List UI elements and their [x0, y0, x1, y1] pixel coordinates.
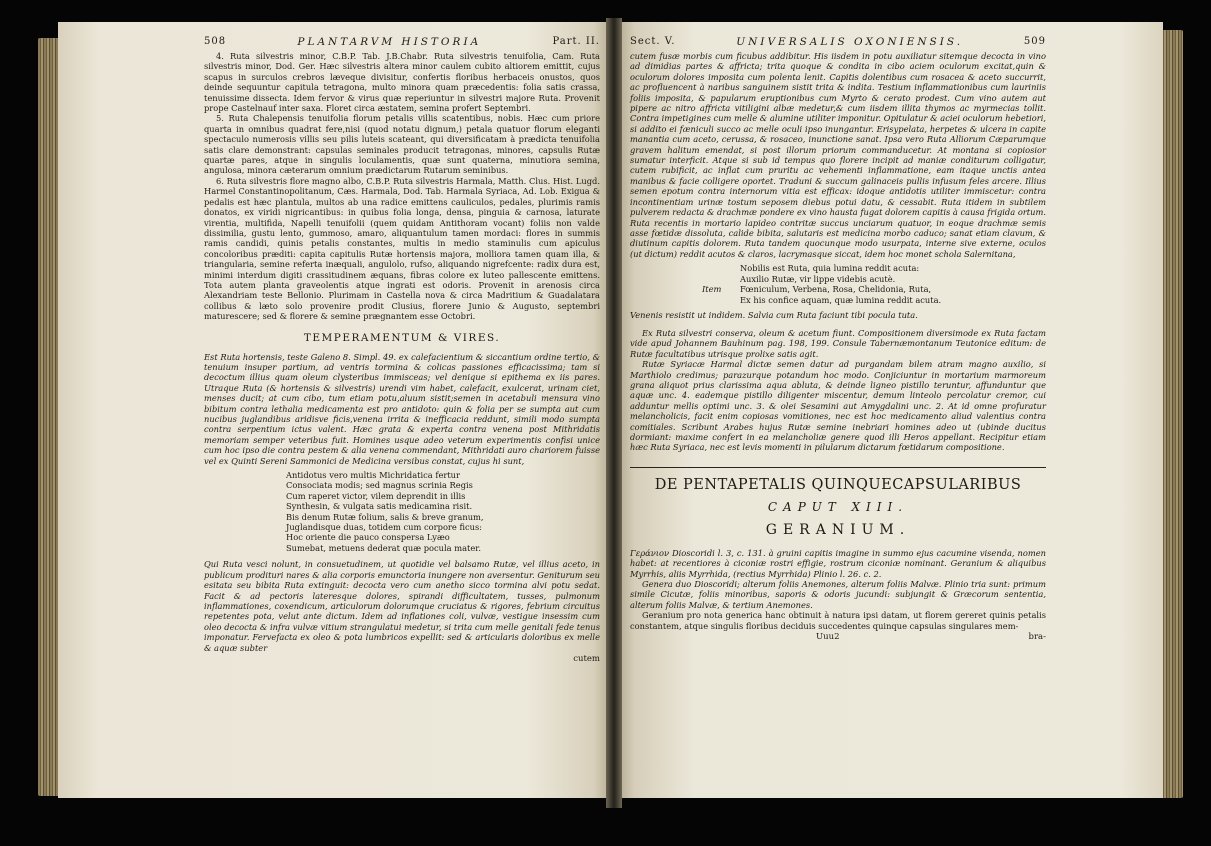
left-page-edges — [38, 38, 60, 796]
verse-serenus — [286, 470, 600, 553]
verse-line: Ex his confice aquam, quæ lumina reddit acuta. — [740, 294, 942, 305]
left-catchword: cutem — [573, 653, 600, 664]
verse-row — [702, 284, 1046, 295]
para-ruta-6: 6. Ruta silvestris flore magno albo, C.B.P. Ruta silvestris Harmala, Matth. Clus. Hist. Lugd. Harmel Constantinopolitanum, Cæs. Harmala, Dod. Tab. Harmala Syriaca, Ad. Lob. Exigua & pedalis est hæc plantula, multos ab una radice emittens cauliculos, pedales, plurimis ramis donatos, ex viridi nigricantibus: in quibus folia longa, densa, pinguia & carnosa, laturate virentia, multifida, Napelli tenuifolii (quem quidam Antithoram vocant) foliis non valde dissimilia, gustu lento, gummoso, amaro, aliquantulum tamen mordaci: flores in summis ramis candidi, quinis petalis constantes, multis in medio staminulis cum apiculus concoloribus præditi: capita capitulis Rutæ hortensis majora, molliora tamen quam illa, & triangularia, semine referta inæquali, angulolo, rufso, aliquando nigrefcente: radix dura est, minimi interdum digiti crassitudinem æquans, fibras colore ex luteo pallescente emittens. Tota autem planta graveolentis atque ingrati est odoris. Provenit in arenosis circa Alexandriam teste Bellonio. Plurimam in Castella nova & circa Madritium & Guadalatara collibus & læto solo provenire prodit Clusius, florere Junio & Augusto, septembri maturescere; sed & florere & semine prægnantem esse Octobri. — [204, 175, 600, 322]
right-para-2: Ex Ruta silvestri conserva, oleum & acetum fiunt. Compositionem diversimode ex Ruta factam vide apud Johannem Bauhinum pag. 198, 199. Consule Tabernæmontanum Teutonice editum: de Rutæ facultatibus utrisque prolixe satis agit. — [630, 327, 1046, 359]
para-ruta-4: 4. Ruta silvestris minor, C.B.P. Tab. J.B.Chabr. Ruta silvestris tenuifolia, Cam. Ruta silvestris minor, Dod. Ger. Hæc silvestris altera minor caulem cubito altiorem emittit, cujus scapus in surculos crebros læveque divisitur, confertis floribus herbaceis onustos, quos deinde sequuntur capitula tetragona, multo minora quam præcedentis: folia satis crassa, tenuissime dissecta. Idem fervor & virus quæ reperiuntur in silvestri majore Ruta. Provenit prope Castelnauf inter saxa. Floret circa æstatem, semina profert Septembri. — [204, 51, 600, 114]
left-part: Part. II. — [552, 36, 600, 47]
chapter-rule — [630, 467, 1046, 468]
caput-label: CAPUT XIII. — [767, 499, 909, 514]
verse-line: Fœniculum, Verbena, Rosa, Chelidonia, Ruta, — [740, 284, 932, 295]
verse-line: Sumebat, metuens dederat quæ pocula mater. — [286, 542, 481, 553]
verse-line: Bis denum Rutæ folium, salis & breve granum, — [286, 511, 484, 522]
verse-line: Antidotus vero multis Michridatica fertur — [286, 470, 460, 481]
final-paragraph: Qui Ruta vesci nolunt, in consuetudinem, ut quotidie vel balsamo Rutæ, vel illius aceto, in publicum prodituri nares & alia corporis emunctoria inungere non aversentur. Geniturum seu esitata seu bibita Ruta extinguit: decocta vero cum anetho sicco tormina alvi potu sedat. Facit & ad pectoris lateresque dolores, spirandi difficultatem, tusses, pulmonum inflammationes, coxendicum, articulorum dolorumque cruciatus & rigores, febrium circuitus repetentes pota, velut ante dictum. Idem ad inflationes coli, vulvæ, vestigue insessim cum oleo decocta & infra vulvæ vitium strangulatui medetur, si trita cum melle genitali fede tenus imponatur. Fervefacta ex oleo & pota lumbricos expellit: sed & articularis doloribus ex melle & aquæ subter — [204, 559, 600, 653]
para-ruta-5: 5. Ruta Chalepensis tenuifolia florum petalis villis scatentibus, nobis. Hæc cum priore quarta in omnibus quadrat fere,nisi (quod notatu dignum,) petala quatuor florum eleganti spectaculo numerosis villis seu pilis luteis scateant, qui diversificatam à prædicta tenuifolia satis clare demonstrant: capsulas seminales producit tetragonas, minores, capsulis Rutæ quartæ pares, atque in singulis loculamentis, quæ sunt quaterna, minutiora semina, angulosa, minora cæterarum omnium prædictarum Rutarum seminibus. — [204, 113, 600, 176]
chapter-heading: DE PENTAPETALIS QUINQUECAPSULARIBUS — [654, 476, 1022, 493]
verse-line: Nobilis est Ruta, quia lumina reddit acuta: — [740, 263, 920, 274]
verse-line: Hoc oriente die pauco conspersa Lyæo — [286, 532, 450, 543]
right-page-edges — [1161, 30, 1183, 798]
right-para-3: Rutæ Syriacæ Harmal dictæ semen datur ad purgandam bilem atram magno auxilio, si Marthiolo credimus; parazurque potandum hoc modo. Conjiciuntur in mortarium marmoreum grana aliquot prius clarissima aqua abluta, & deinde ligneo pistillo teruntur, affunduntur que aquæ unc. 4. eademque pistillo diligenter miscentur, demum linteolo percolatur cremor, cui adduntur mellis optimi unc. 3. & olei Sesamini aut Amygdalini unc. 2. At id omne profuratur melancholicis, facit enim copiosas vomitiones, nec est hoc medicamento aliud valentius contra comitiales. Scribunt Arabes hujus Rutæ semine inebriari homines adeo ut (ubinde ducitus dormiant: maxime confert in ea melancholiæ genere quod illi Heros appellant. Recipitur etiam hæc Ruta Syriaca, nec est levis momenti in pilularum dictarum fœtidarum compositione. — [630, 359, 1046, 453]
left-running-title: PLANTARVM HISTORIA — [297, 36, 482, 48]
signature-mark: Uuu2 — [816, 632, 840, 643]
left-running-head — [204, 36, 600, 48]
left-page — [58, 22, 610, 798]
genus-title: GERANIUM. — [765, 521, 911, 538]
verse-label — [702, 274, 740, 285]
verse-line: Juglandisque duas, totidem cum corpore ficus: — [286, 522, 483, 533]
verse-salernitana — [702, 263, 1046, 305]
geranium-para-2: Genera duo Dioscoridi; alterum foliis Anemones, alterum foliis Malvæ. Plinio tria sunt: primum simile Cicutæ, foliis minoribus, saporis & odoris jucundi: subjungit & Græcorum sententia, alterum foliis Malvæ, & tertium Anemones. — [630, 579, 1046, 610]
verse-label — [702, 263, 740, 274]
verse-row — [740, 295, 1046, 306]
section-title: TEMPERAMENTUM & VIRES. — [303, 331, 501, 344]
right-page — [618, 22, 1163, 798]
vires-paragraph: Est Ruta hortensis, teste Galeno 8. Simpl. 49. ex calefacientium & siccantium ordine tertio, & tenuium insuper partium, ad ventris tormina & colicas passiones efficacissima; tam si decoctum illius quam oleum clysteribus immisceas; vel denique si epithema ex iis pares. Utraque Ruta (& hortensis & silvestris) urendi vim habet, calefacit, exulcerat, urinam ciet, menses ducit; at cum cibo, tum etiam potu,aluum sistit;semen in acetabuli mensura vino bibitum contra lethalia medicamenta est pro antidoto: quin & folia per se sumpta aut cum nucibus juglandibus aridisve ficis,venena irrita & inefficacia reddunt, simili modo sumpta contra serpentium ictus valent. Hæc grata & experta contra venena post Mithridatis memoriam semper veteribus fuit. Homines usque adeo veterum experimentis confisi unice cum hoc ipso die contra pestem & alia venena commendant, Mithridati auro chariorem fuisse vel ex Quinti Sereni Sammonici de Medicina versibus constat, cujus hi sunt, — [204, 351, 600, 466]
verse-label — [702, 295, 740, 306]
right-running-head — [630, 36, 1046, 48]
verse-label: Item — [702, 284, 722, 295]
verse-line: Synthesin, & vulgata satis medicamina risit. — [286, 501, 473, 512]
after-verse: Venenis resistit ut indidem. Salvia cum Ruta faciunt tibi pocula tuta. — [630, 309, 918, 320]
right-section: Sect. V. — [630, 36, 676, 47]
verse-line: Auxilio Rutæ, vir lippe videbis acutè. — [740, 273, 896, 284]
left-page-number: 508 — [204, 36, 227, 47]
verse-row — [740, 274, 1046, 285]
left-footer — [204, 654, 600, 664]
verse-line: Consociata modis; sed magnus scrinia Regis — [286, 480, 473, 491]
right-catchword: bra- — [1028, 632, 1046, 643]
verse-row — [740, 263, 1046, 274]
right-para-1: cutem fusæ morbis cum ficubus addibitur. His iisdem in potu auxiliatur sitemque decocta in vino ad dimidias partes & affricta; trita quoque & condita in cibo aciem oculorum excitat,quin & oculorum dolores imposita cum polenta lenit. Capitis dolentibus cum rosacea & aceto succurrit, ac profluencent à naribus sanguinem sistit trita & indita. Testium inflammationibus cum lauriniis foliis imposita, & papularum eruptionibus cum Myrto & cerato prodest. Cum vino autem aut pipere ac nitro affricta vitiligini albæ medetur,& cum iisdem illita thymos ac myrmecias tollit. Contra impetigines cum melle & alumine utiliter imponitur. Opitulatur & aciei oculorum hebetiori, si addito ei fæniculi succo ac melle oculi ipso inungantur. Erisypelata, herpetes & ulcera in capite manantia cum aceto, cerussa, & rosaceo, inunctione sanat. Ipsa vero Ruta Alliorum Cæparumque gravem halitum emendat, si post illorum priorum commanducetur. At montana si copiosior sumatur interficit. Atque si sub id tempus quo florere incipit ad maniæ conditurum colligatur, cutem rubificit, ac inflat cum pruritu ac vehementi inflammatione, eam itaque unctis antea manibus & facie colligere oportet. Traduni & succum galinaceis pullis infusum feles arcere. Illius semen epotum contra internorum vitia est efficax: idoque antidotis utiliter immiscetur: contra incontinentiam urinæ tostum seposem diebus potui datu, & cessabit. Ruta itidem in subtilem pulverem redacta & drachmæ pondere ex vino hausta fugat dolorem capitis à causa frigida ortum. Ruta recentis in mortario lapideo contritæ succus unciarum quatuor, in eoque drachmæ semis asse fœtidæ dissoluta, calide bibita, salutaris est medicina morbo caduco; sanat etiam clavum, & diutinum capitis dolorem. Ruta tandem quocunque modo usurpata, interne sive externe, oculos (ut dictum) reddit acutos & claros, lacrymasque siccat, idem hoc monet schola Salernitana, — [630, 51, 1046, 259]
right-page-number: 509 — [1023, 36, 1046, 47]
geranium-para-3: Geranium pro nota generica hanc obtinuit à natura ipsi datam, ut florem gereret quinis petalis constantem, atque singulis floribus deciduis succedentes quinque capsulas singulares mem- — [630, 610, 1046, 631]
verse-line: Cum raperet victor, vilem deprendit in illis — [286, 490, 466, 501]
geranium-para-1: Γεράνιον Dioscoridi l. 3, c. 131. à gruini capitis imagine in summo ejus cacumine visenda, nomen habet: at recentiores à ciconiæ rostri effigie, rostrum ciconiæ nominant. Geranium & aliquibus Myrrhis, aliis Myrrhida, (rectius Myrrhida) Plinio l. 26. c. 2. — [630, 547, 1046, 579]
book-gutter — [606, 18, 622, 808]
right-running-title: UNIVERSALIS OXONIENSIS. — [736, 36, 964, 48]
right-footer — [630, 632, 1046, 642]
